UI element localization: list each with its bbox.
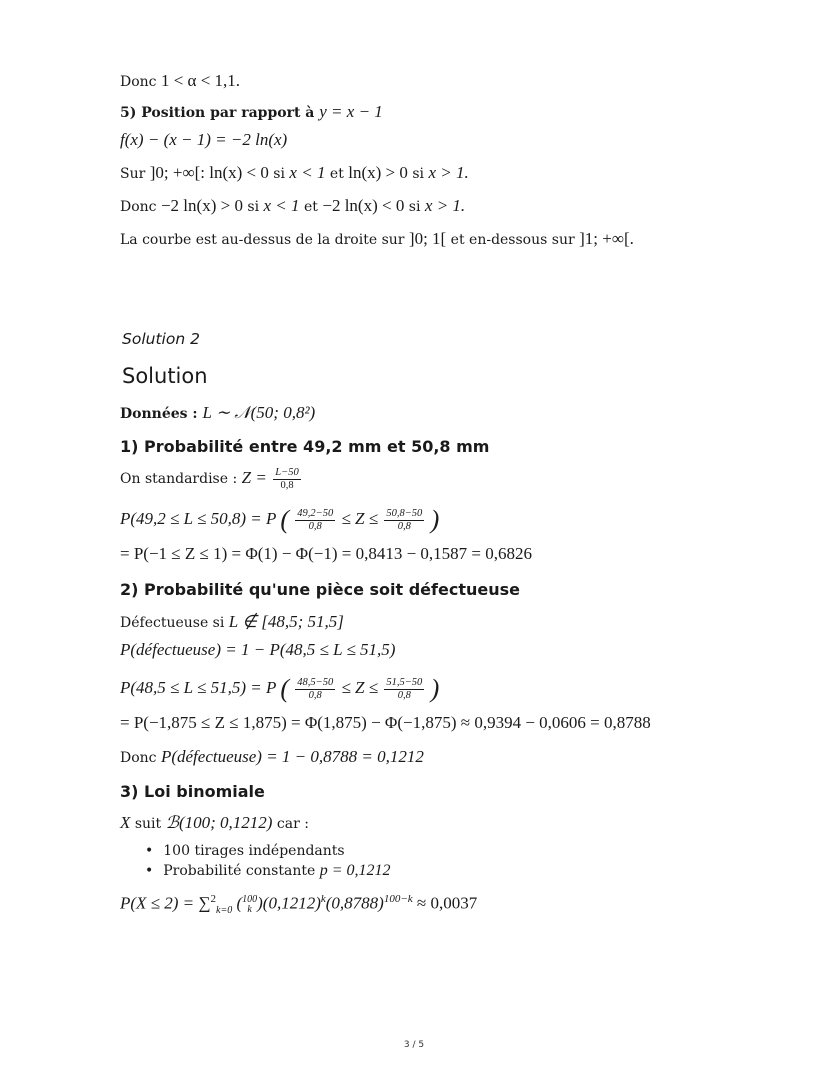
defectueuse-condition: Défectueuse si L ∉ [48,5; 51,5]: [120, 612, 344, 631]
binomial-law-line: X suit ℬ(100; 0,1212) car :: [120, 813, 309, 832]
standardise-fraction: $\frac{L-50}{0,8}$: [275, 467, 299, 491]
q2-complement-equation: P(défectueuse) = 1 − P(48,5 ≤ L ≤ 51,5): [120, 640, 396, 659]
q1-result: = P(−1 ≤ Z ≤ 1) = Φ(1) − Φ(−1) = 0,8413 − 0,1587 = 0,6826: [120, 544, 533, 563]
sign-minus-2ln-line: Donc −2 ln(x) > 0 si x < 1 et −2 ln(x) < 0 si x > 1.: [120, 196, 466, 215]
q2-probability-equation: P(48,5 ≤ L ≤ 51,5) = P ( $\frac{48,5-50}{0,8}$ ≤ Z ≤ $\frac{51,5-50}{0,8}$ ): [120, 674, 440, 703]
q2-upper-fraction: $\frac{51,5-50}{0,8}$: [386, 677, 423, 701]
binomial-coefficient: 100 k: [242, 893, 258, 915]
conditions-list: [145, 842, 391, 881]
q2-conclusion: Donc P(défectueuse) = 1 − 0,8788 = 0,1212: [120, 747, 424, 766]
list-item: • Probabilité constante p = 0,1212: [145, 861, 391, 881]
q2-lower-fraction: $\frac{48,5-50}{0,8}$: [297, 677, 334, 701]
difference-equation: f(x) − (x − 1) = −2 ln(x): [120, 130, 288, 149]
q2-result: = P(−1,875 ≤ Z ≤ 1,875) = Φ(1,875) − Φ(−1,875) ≈ 0,9394 − 0,0606 = 0,8788: [120, 713, 651, 732]
page-number: 3 / 5: [403, 1040, 425, 1050]
solution-title: Solution: [122, 364, 208, 388]
q1-probability-equation: P(49,2 ≤ L ≤ 50,8) = P ( $\frac{49,2-50}{0,8}$ ≤ Z ≤ $\frac{50,8-50}{0,8}$ ): [120, 505, 440, 534]
question-1-heading: 1) Probabilité entre 49,2 mm et 50,8 mm: [120, 437, 490, 456]
conclusion-alpha-line: Donc 1 < α < 1,1.: [120, 71, 241, 90]
question-2-heading: 2) Probabilité qu'une pièce soit défectueuse: [120, 580, 520, 599]
donnees-line: Données : L ∼ 𝒩(50; 0,8²): [120, 403, 316, 422]
question-3-heading: 3) Loi binomiale: [120, 782, 265, 801]
sign-ln-line: Sur ]0; +∞[: ln(x) < 0 si x < 1 et ln(x) > 0 si x > 1.: [120, 163, 469, 182]
solution-label: Solution 2: [122, 330, 200, 348]
list-item: • 100 tirages indépendants: [145, 842, 391, 861]
standardise-line: On standardise : Z = $\frac{L-50}{0,8}$: [120, 467, 299, 491]
q1-lower-fraction: $\frac{49,2-50}{0,8}$: [297, 508, 334, 532]
curve-position-conclusion: La courbe est au-dessus de la droite sur ]0; 1[ et en-dessous sur ]1; +∞[.: [120, 229, 634, 248]
section-5-heading: 5) Position par rapport à y = x − 1: [120, 102, 383, 121]
binomial-probability-formula: P(X ≤ 2) = ∑$^2_{k=0}$ ( 100 k )$(0,1212)^k(0,8788)^{100-k} \approx 0,0037$: [120, 893, 478, 917]
q1-upper-fraction: $\frac{50,8-50}{0,8}$: [386, 508, 423, 532]
